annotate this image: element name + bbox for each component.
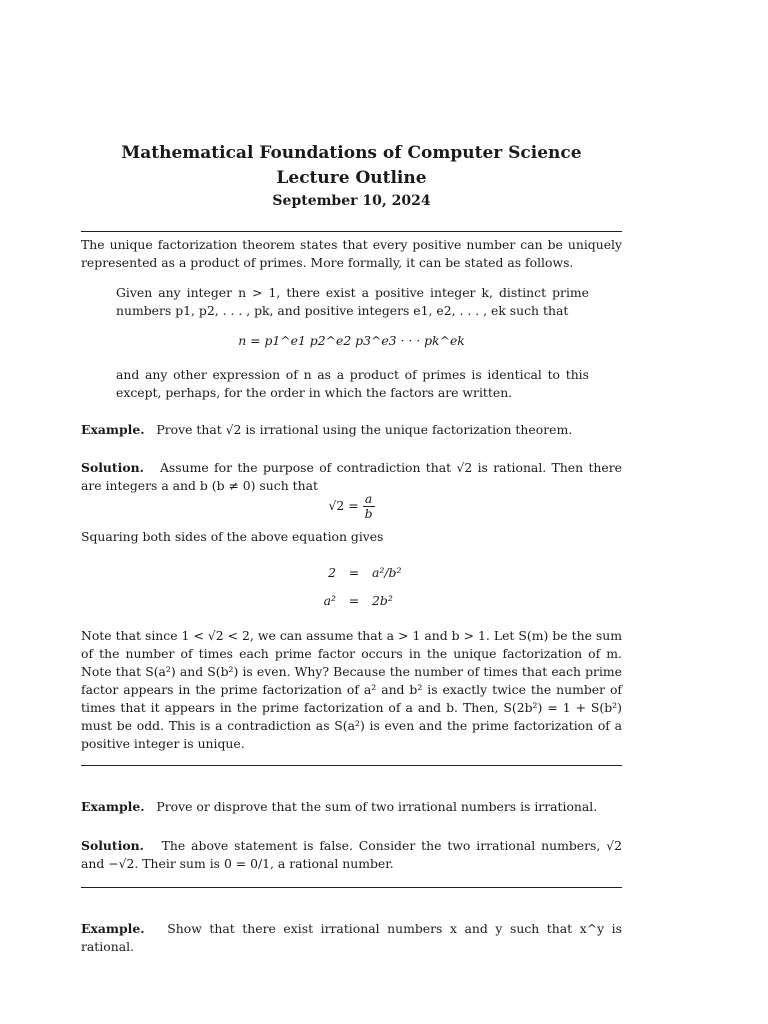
solution-2-label: Solution. [81, 838, 144, 853]
example-1-text: Prove that √2 is irrational using the unique factorization theorem. [156, 422, 573, 437]
theorem-statement: Given any integer n > 1, there exist a positive integer k, distinct prime numbers p1, p2, . . . , pk, and positive integers e1, e2, . . . , ek such that [116, 285, 589, 318]
solution-1 [81, 459, 622, 495]
example-3 [81, 920, 622, 956]
factorization-formula: n = p1^e1 p2^e2 p3^e3 · · · pk^ek [238, 333, 465, 348]
equation-rhs: 2b² [372, 592, 393, 608]
title-block [81, 141, 622, 210]
example-2 [81, 798, 622, 816]
equation-lhs: a² [323, 592, 336, 608]
example-2-text: Prove or disprove that the sum of two irrational numbers is irrational. [156, 799, 598, 814]
theorem-uniqueness: and any other expression of n as a product of primes is identical to this except, perhaps, for the order in which the factors are written. [116, 367, 589, 400]
fraction-numerator: a [363, 492, 375, 507]
equation-op: = [348, 564, 360, 580]
solution-1-label: Solution. [81, 460, 144, 475]
equation-row [300, 586, 432, 614]
solution-2-text: The above statement is false. Consider the two irrational numbers, √2 and −√2. Their sum is 0 = 0/1, a rational number. [81, 838, 622, 871]
example-1 [81, 421, 622, 439]
sqrt2-equation [81, 492, 622, 521]
solution-2 [81, 837, 622, 873]
example-3-label: Example. [81, 921, 145, 936]
example-3-text: Show that there exist irrational numbers x and y such that x^y is rational. [81, 921, 622, 954]
fraction-denominator: b [364, 506, 373, 521]
solution-1-text: Assume for the purpose of contradiction that √2 is rational. Then there are integers a and b (b ≠ 0) such that [81, 460, 622, 493]
sqrt2-equation-lhs: √2 = [328, 498, 359, 513]
equation-rhs: a²/b² [372, 564, 402, 580]
a-over-b-fraction [363, 492, 375, 521]
document-subtitle: Lecture Outline [276, 168, 427, 188]
section-rule-2 [81, 887, 622, 888]
top-rule [81, 231, 622, 232]
document-title: Mathematical Foundations of Computer Science [121, 143, 582, 163]
section-rule-1 [81, 765, 622, 766]
equation-op: = [348, 592, 360, 608]
intro-paragraph: The unique factorization theorem states that every positive number can be uniquely represented as a product of primes. More formally, it can be stated as follows. [81, 237, 622, 270]
squaring-text: Squaring both sides of the above equation gives [81, 529, 384, 544]
equation-row [300, 558, 432, 586]
proof-conclusion: Note that since 1 < √2 < 2, we can assume that a > 1 and b > 1. Let S(m) be the sum of the number of times each prime factor occurs in the unique factorization of m. Note that S(a²) and S(b²) is even. Why? Because the number of times that each prime factor appears in the prime factorization of a² and b² is exactly twice the number of times that it appears in the prime factorization of a and b. Then, S(2b²) = 1 + S(b²) must be odd. This is a contradiction as S(a²) is even and the prime factorization of a positive integer is unique. [81, 628, 622, 751]
squared-equations [300, 558, 432, 614]
example-2-label: Example. [81, 799, 145, 814]
document-date: September 10, 2024 [272, 193, 431, 209]
example-1-label: Example. [81, 422, 145, 437]
equation-lhs: 2 [328, 564, 336, 580]
